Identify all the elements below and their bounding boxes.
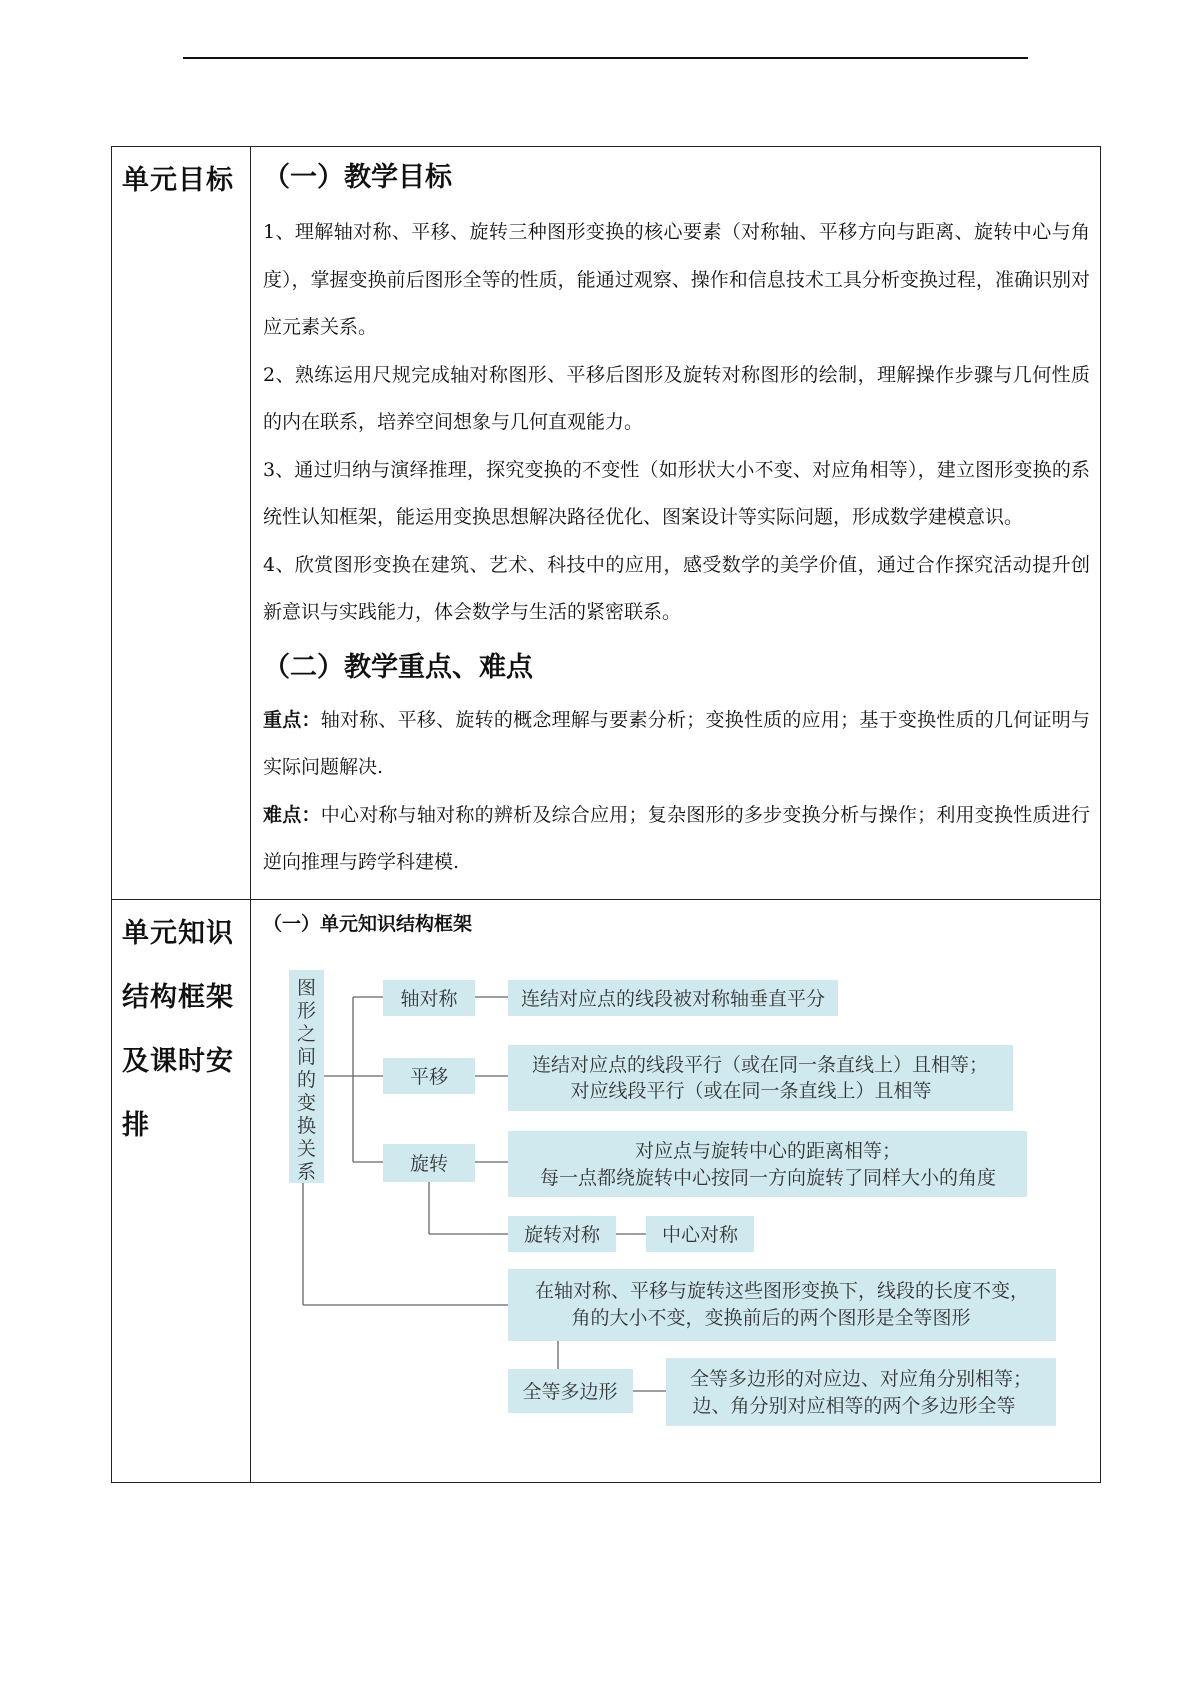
framework-subtitle: （一）单元知识结构框架 (263, 912, 473, 935)
label-line: 及课时安 (122, 1045, 234, 1077)
translation-desc-line-2: 对应线段平行（或在同一条直线上）且相等 (570, 1079, 932, 1102)
key-points (263, 697, 1090, 792)
knowledge-framework-label-cell (112, 899, 251, 1482)
svg-text:之: 之 (296, 1022, 317, 1045)
teaching-goals-title: （一）教学目标 (263, 162, 452, 193)
rotational-symmetry-label: 旋转对称 (523, 1223, 601, 1246)
transformation-framework-diagram (251, 900, 1101, 1484)
key-points-label: 重点： (263, 708, 321, 731)
svg-text:变: 变 (296, 1091, 317, 1114)
difficult-points-text: 中心对称与轴对称的辨析及综合应用；复杂图形的多步变换分析与操作；利用变换性质进行逆向推理与跨学科建模. (263, 803, 1090, 873)
label-line: 单元知识 (122, 917, 234, 949)
goal-item-1: 1、理解轴对称、平移、旋转三种图形变换的核心要素（对称轴、平移方向与距离、旋转中心与角度），掌握变换前后图形全等的性质，能通过观察、操作和信息技术工具分析变换过程，准确识别对应元素关系。 (263, 221, 1090, 338)
knowledge-framework-content-cell (251, 899, 1101, 1482)
goal-item-2: 2、熟练运用尺规完成轴对称图形、平移后图形及旋转对称图形的绘制，理解操作步骤与几何性质的内在联系，培养空间想象与几何直观能力。 (263, 363, 1090, 433)
congruent-polygon-label: 全等多边形 (522, 1380, 618, 1403)
knowledge-framework-row (112, 899, 1101, 1482)
unit-plan-table (111, 146, 1101, 1483)
difficult-points (263, 792, 1090, 887)
axis-symmetry-label: 轴对称 (400, 987, 458, 1010)
svg-text:换: 换 (296, 1114, 317, 1137)
axis-symmetry-desc: 连结对应点的线段被对称轴垂直平分 (520, 987, 826, 1010)
congruent-polygon-desc-line-1: 全等多边形的对应边、对应角分别相等； (689, 1367, 1033, 1390)
invariance-line-2: 角的大小不变，变换前后的两个图形是全等图形 (571, 1306, 971, 1329)
goal-item-3: 3、通过归纳与演绎推理，探究变换的不变性（如形状大小不变、对应角相等），建立图形变换的系统性认知框架，能运用变换思想解决路径优化、图案设计等实际问题，形成数学建模意识。 (263, 458, 1090, 528)
translation-desc-line-1: 连结对应点的线段平行（或在同一条直线上）且相等； (531, 1053, 989, 1076)
label-line: 结构框架 (122, 981, 234, 1013)
difficult-points-label: 难点： (263, 803, 321, 826)
rotation-desc-line-2: 每一点都绕旋转中心按同一方向旋转了同样大小的角度 (539, 1166, 997, 1189)
key-difficulty-title: （二）教学重点、难点 (263, 651, 533, 683)
unit-goals-label: 单元目标 (122, 165, 234, 196)
header-rule (183, 57, 1028, 59)
svg-text:形: 形 (296, 999, 317, 1022)
unit-goals-content-cell (251, 147, 1101, 900)
rotation-desc-line-1: 对应点与旋转中心的距离相等； (634, 1139, 902, 1162)
label-line: 排 (122, 1109, 150, 1141)
svg-text:系: 系 (296, 1160, 317, 1183)
svg-text:间: 间 (296, 1045, 317, 1068)
root-label (297, 977, 316, 1183)
svg-text:图: 图 (296, 976, 317, 999)
congruent-polygon-desc-line-2: 边、角分别对应相等的两个多边形全等 (692, 1394, 1016, 1417)
knowledge-framework-label (112, 900, 250, 1158)
goal-item-4: 4、欣赏图形变换在建筑、艺术、科技中的应用，感受数学的美学价值，通过合作探究活动提升创新意识与实践能力，体会数学与生活的紧密联系。 (263, 553, 1090, 623)
translation-label: 平移 (409, 1065, 449, 1088)
invariance-line-1: 在轴对称、平移与旋转这些图形变换下，线段的长度不变， (534, 1279, 1030, 1302)
key-points-text: 轴对称、平移、旋转的概念理解与要素分析；变换性质的应用；基于变换性质的几何证明与实际问题解决. (263, 708, 1090, 778)
unit-goals-row (112, 147, 1101, 900)
svg-text:关: 关 (296, 1137, 317, 1160)
svg-text:的: 的 (296, 1068, 317, 1091)
unit-goals-label-cell (112, 147, 251, 900)
rotation-label: 旋转 (409, 1152, 449, 1175)
central-symmetry-label: 中心对称 (661, 1223, 739, 1246)
